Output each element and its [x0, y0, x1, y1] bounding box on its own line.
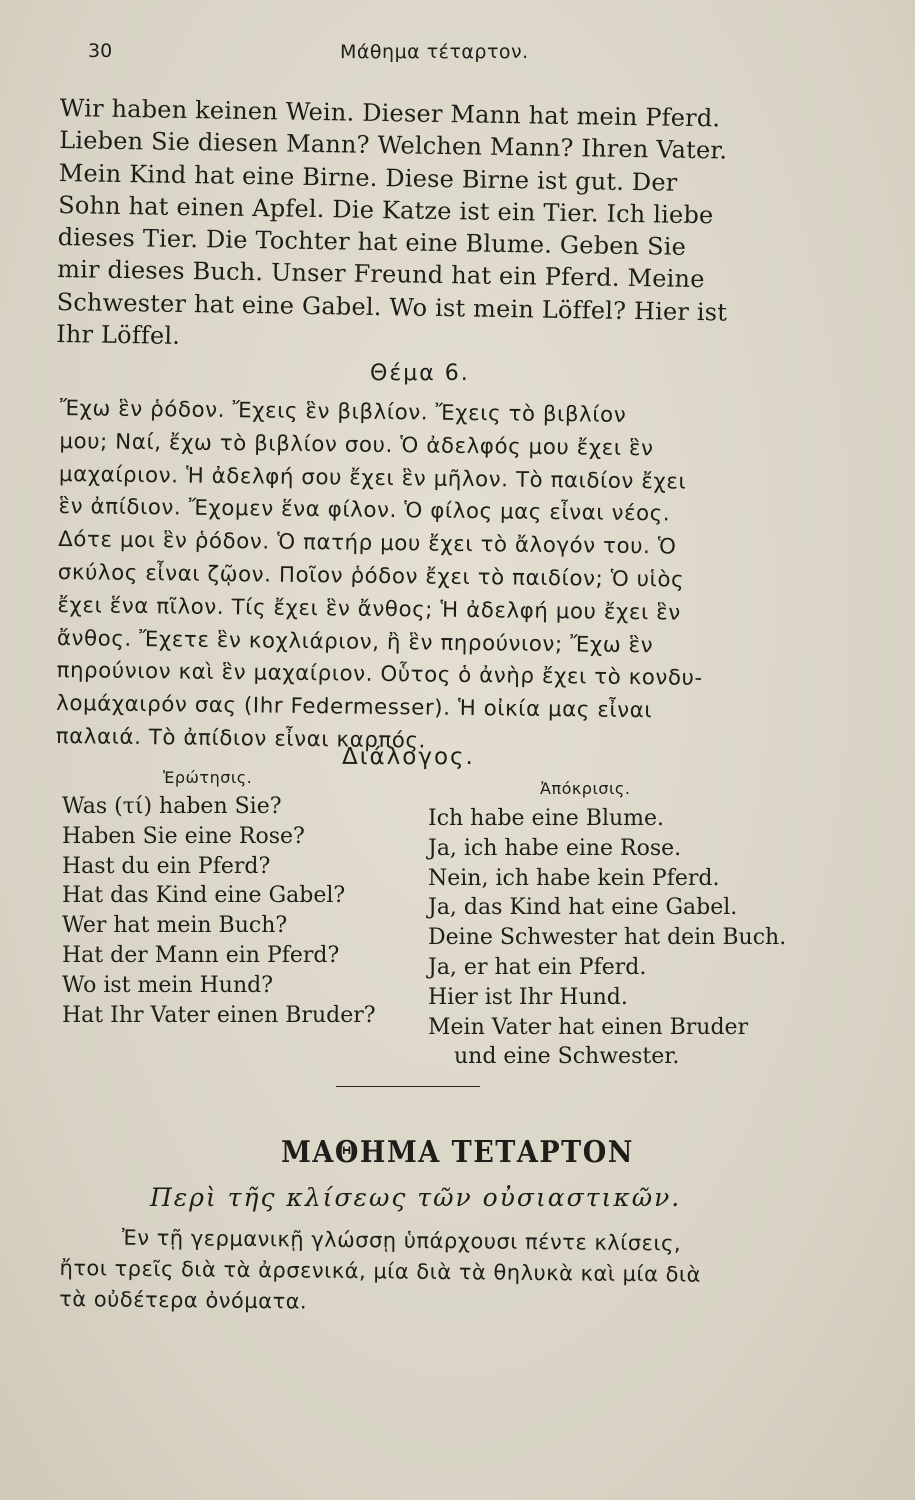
theme-paragraph [56, 393, 820, 763]
text-line: dieses Tier. Die Tochter hat eine Blume. Geben Sie [57, 223, 687, 262]
text-line: Δότε μοι ἓν ῥόδον. Ὁ πατήρ μου ἔχει τὸ ἄλογόν του. Ὁ [58, 527, 677, 560]
question-line: Wo ist mein Hund? [62, 972, 273, 998]
text-line: σκύλος εἶναι ζῷον. Ποῖον ῥόδον ἔχει τὸ παιδίον; Ὁ υἱὸς [57, 559, 685, 593]
text-line: Wir haben keinen Wein. Dieser Mann hat mein Pferd. [59, 93, 721, 133]
running-title: Μάθημα τέταρτον. [340, 41, 529, 63]
answer-line: Ja, das Kind hat eine Gabel. [428, 895, 738, 921]
german-exercise-paragraph [56, 92, 820, 362]
question-column-label: Ἐρώτησις. [163, 768, 253, 787]
text-line: ἤτοι τρεῖς διὰ τὰ ἀρσενικά, μία διὰ τὰ θηλυκὰ καὶ μία διὰ [59, 1255, 702, 1287]
text-line: ἓν ἀπίδιον. Ἔχομεν ἕνα φίλον. Ὁ φίλος μας εἶναι νέος. [58, 494, 671, 527]
answer-line: und eine Schwester. [454, 1044, 680, 1070]
section-divider [336, 1086, 480, 1087]
text-line: πηρούνιον καὶ ἓν μαχαίριον. Οὗτος ὁ ἀνὴρ ἔχει τὸ κονδυ- [56, 658, 703, 692]
chapter-title: ΜΑΘΗΜΑ ΤΕΤΑΡΤΟΝ [281, 1135, 634, 1170]
answer-column-label: Ἀπόκρισις. [540, 779, 631, 798]
chapter-subtitle: Περὶ τῆς κλίσεως τῶν οὐσιαστικῶν. [150, 1183, 682, 1212]
answer-line: Hier ist Ihr Hund. [428, 984, 628, 1010]
text-line: παλαιά. Τὸ ἀπίδιον εἶναι καρπός. [55, 723, 427, 754]
answer-line: Nein, ich habe kein Pferd. [428, 865, 720, 891]
question-line: Wer hat mein Buch? [62, 913, 288, 939]
text-line: μαχαίριον. Ἡ ἀδελφή σου ἔχει ἓν μῆλον. Τὸ παιδίον ἔχει [58, 461, 687, 495]
page-number: 30 [88, 40, 113, 62]
question-line: Was (τί) haben Sie? [62, 794, 282, 819]
text-line: Lieben Sie diesen Mann? Welchen Mann? Ihren Vater. [59, 126, 728, 165]
text-line: ἔχει ἕνα πῖλον. Τίς ἔχει ἓν ἄνθος; Ἡ ἀδελφή μου ἔχει ἓν [57, 592, 681, 626]
answer-line: Ich habe eine Blume. [428, 806, 665, 831]
question-line: Hast du ein Pferd? [62, 853, 271, 879]
text-line: Ἐν τῇ γερμανικῇ γλώσσῃ ὑπάρχουσι πέντε κλίσεις, [121, 1225, 682, 1256]
answer-line: Mein Vater hat einen Bruder [428, 1014, 749, 1040]
question-line: Hat das Kind eine Gabel? [62, 883, 346, 909]
answer-line: Ja, er hat ein Pferd. [428, 954, 647, 980]
text-line: τὰ οὐδέτερα ὀνόματα. [59, 1286, 308, 1314]
dialog-title: Διάλογος. [342, 744, 475, 770]
question-line: Haben Sie eine Rose? [62, 823, 305, 849]
dialog-answers [428, 804, 798, 1072]
question-line: Hat der Mann ein Pferd? [62, 942, 340, 968]
text-line: Ihr Löffel. [55, 320, 181, 350]
theme-heading: Θέμα 6. [370, 361, 470, 386]
text-line: mir dieses Buch. Unser Freund hat ein Pferd. Meine [56, 255, 705, 294]
text-line: λομάχαιρόν σας (Ihr Federmesser). Ἡ οἰκία μας εἶναι [56, 691, 653, 724]
dialog-questions [62, 792, 422, 1030]
text-line: Mein Kind hat eine Birne. Diese Birne ist gut. Der [58, 158, 678, 197]
text-line: Ἔχω ἓν ῥόδον. Ἔχεις ἓν βιβλίον. Ἔχεις τὸ βιβλίον [59, 395, 627, 428]
answer-line: Deine Schwester hat dein Buch. [428, 925, 787, 951]
text-line: ἄνθος. Ἔχετε ἓν κοχλιάριον, ἢ ἓν πηρούνιον; Ἔχω ἓν [56, 625, 654, 658]
text-line: μου; Ναί, ἔχω τὸ βιβλίον σου. Ὁ ἀδελφός μου ἔχει ἓν [59, 428, 654, 462]
page-header [0, 38, 915, 68]
text-line: Schwester hat eine Gabel. Wo ist mein Löffel? Hier ist [56, 287, 728, 327]
question-line: Hat Ihr Vater einen Bruder? [62, 1002, 376, 1028]
chapter-intro-paragraph [59, 1222, 820, 1323]
text-line: Sohn hat einen Apfel. Die Katze ist ein Tier. Ich liebe [58, 190, 714, 230]
answer-line: Ja, ich habe eine Rose. [428, 835, 682, 861]
